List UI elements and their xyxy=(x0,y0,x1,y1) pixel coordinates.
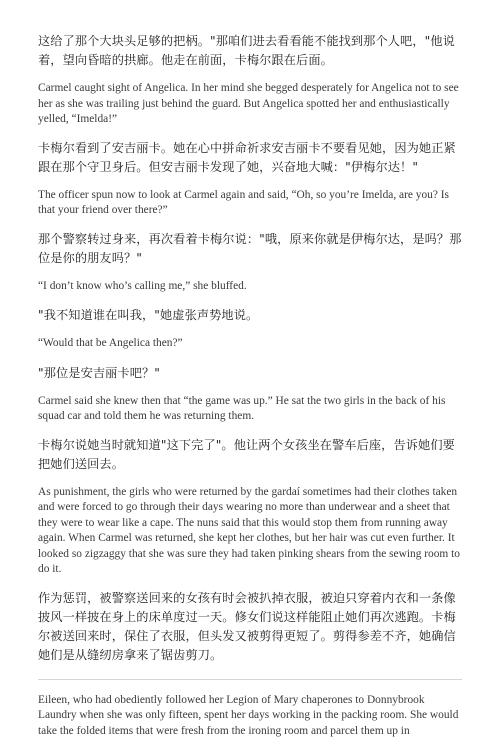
paragraph-en: The officer spun now to look at Carmel again and said, “Oh, so you’re Imelda, are you? Is that your friend over there?” xyxy=(38,188,449,216)
paragraph-en: Carmel said she knew then that “the game was up.” He sat the two girls in the back of his squad car and told them he was returning them. xyxy=(38,394,446,422)
paragraph-en: “I don’t know who’s calling me,” she bluffed. xyxy=(38,279,247,292)
paragraph-en: Eileen, who had obediently followed her Legion of Mary chaperones to Donnybrook Laundry when she was only fifteen, spent her days working in the packing room. She would take the folded items that were fresh from the ironing room and parcel them up in xyxy=(38,693,459,737)
paragraph-en: Carmel caught sight of Angelica. In her mind she begged desperately for Angelica not to see her as she was trailing just behind the guard. But Angelica spotted her and enthusiastically yelled, “Imelda!” xyxy=(38,82,459,125)
paragraph-zh: "那位是安吉丽卡吧？" xyxy=(38,365,160,380)
document-page xyxy=(38,32,462,750)
paragraph-zh: 卡梅尔说她当时就知道"这下完了"。他让两个女孩坐在警车后座，告诉她们要把她们送回去。 xyxy=(38,437,455,471)
paragraph-zh: 那个警察转过身来，再次看着卡梅尔说："哦，原来你就是伊梅尔达，是吗？那位是你的朋友吗？" xyxy=(38,231,462,265)
paragraph-en: “Would that be Angelica then?” xyxy=(38,337,183,349)
paragraph-zh: 这给了那个大块头足够的把柄。"那咱们进去看看能不能找到那个人吧，"他说着，望向昏暗的拱廊。他走在前面，卡梅尔跟在后面。 xyxy=(38,34,455,67)
paragraph-zh: "我不知道谁在叫我，"她虚张声势地说。 xyxy=(38,308,259,322)
paragraph-zh: 卡梅尔看到了安吉丽卡。她在心中拼命祈求安吉丽卡不要看见她，因为她正紧跟在那个守卫身后。但安吉丽卡发现了她，兴奋地大喊："伊梅尔达！" xyxy=(38,140,456,174)
section-divider xyxy=(38,679,462,680)
paragraph-zh: 作为惩罚，被警察送回来的女孩有时会被扒掉衣服，被迫只穿着内衣和一条像披风一样披在身上的床单度过一天。修女们说这样能阻止她们再次逃跑。卡梅尔被送回来时，保住了衣服，但头发又被剪得更短了。剪得参差不齐，她确信她们是从缝纫房拿来了锯齿剪刀。 xyxy=(38,590,456,662)
paragraph-en: As punishment, the girls who were returned by the gardaí sometimes had their clothes taken and were forced to go through their days wearing no more than underwear and a sheet that they were to wear like a cape. The nuns said that this would stop them from running away again. When Carmel was returned, she kept her clothes, but her hair was cut even further. It looked so zigzaggy that she was sure they had taken pinking shears from the sewing room to do it. xyxy=(38,485,460,575)
